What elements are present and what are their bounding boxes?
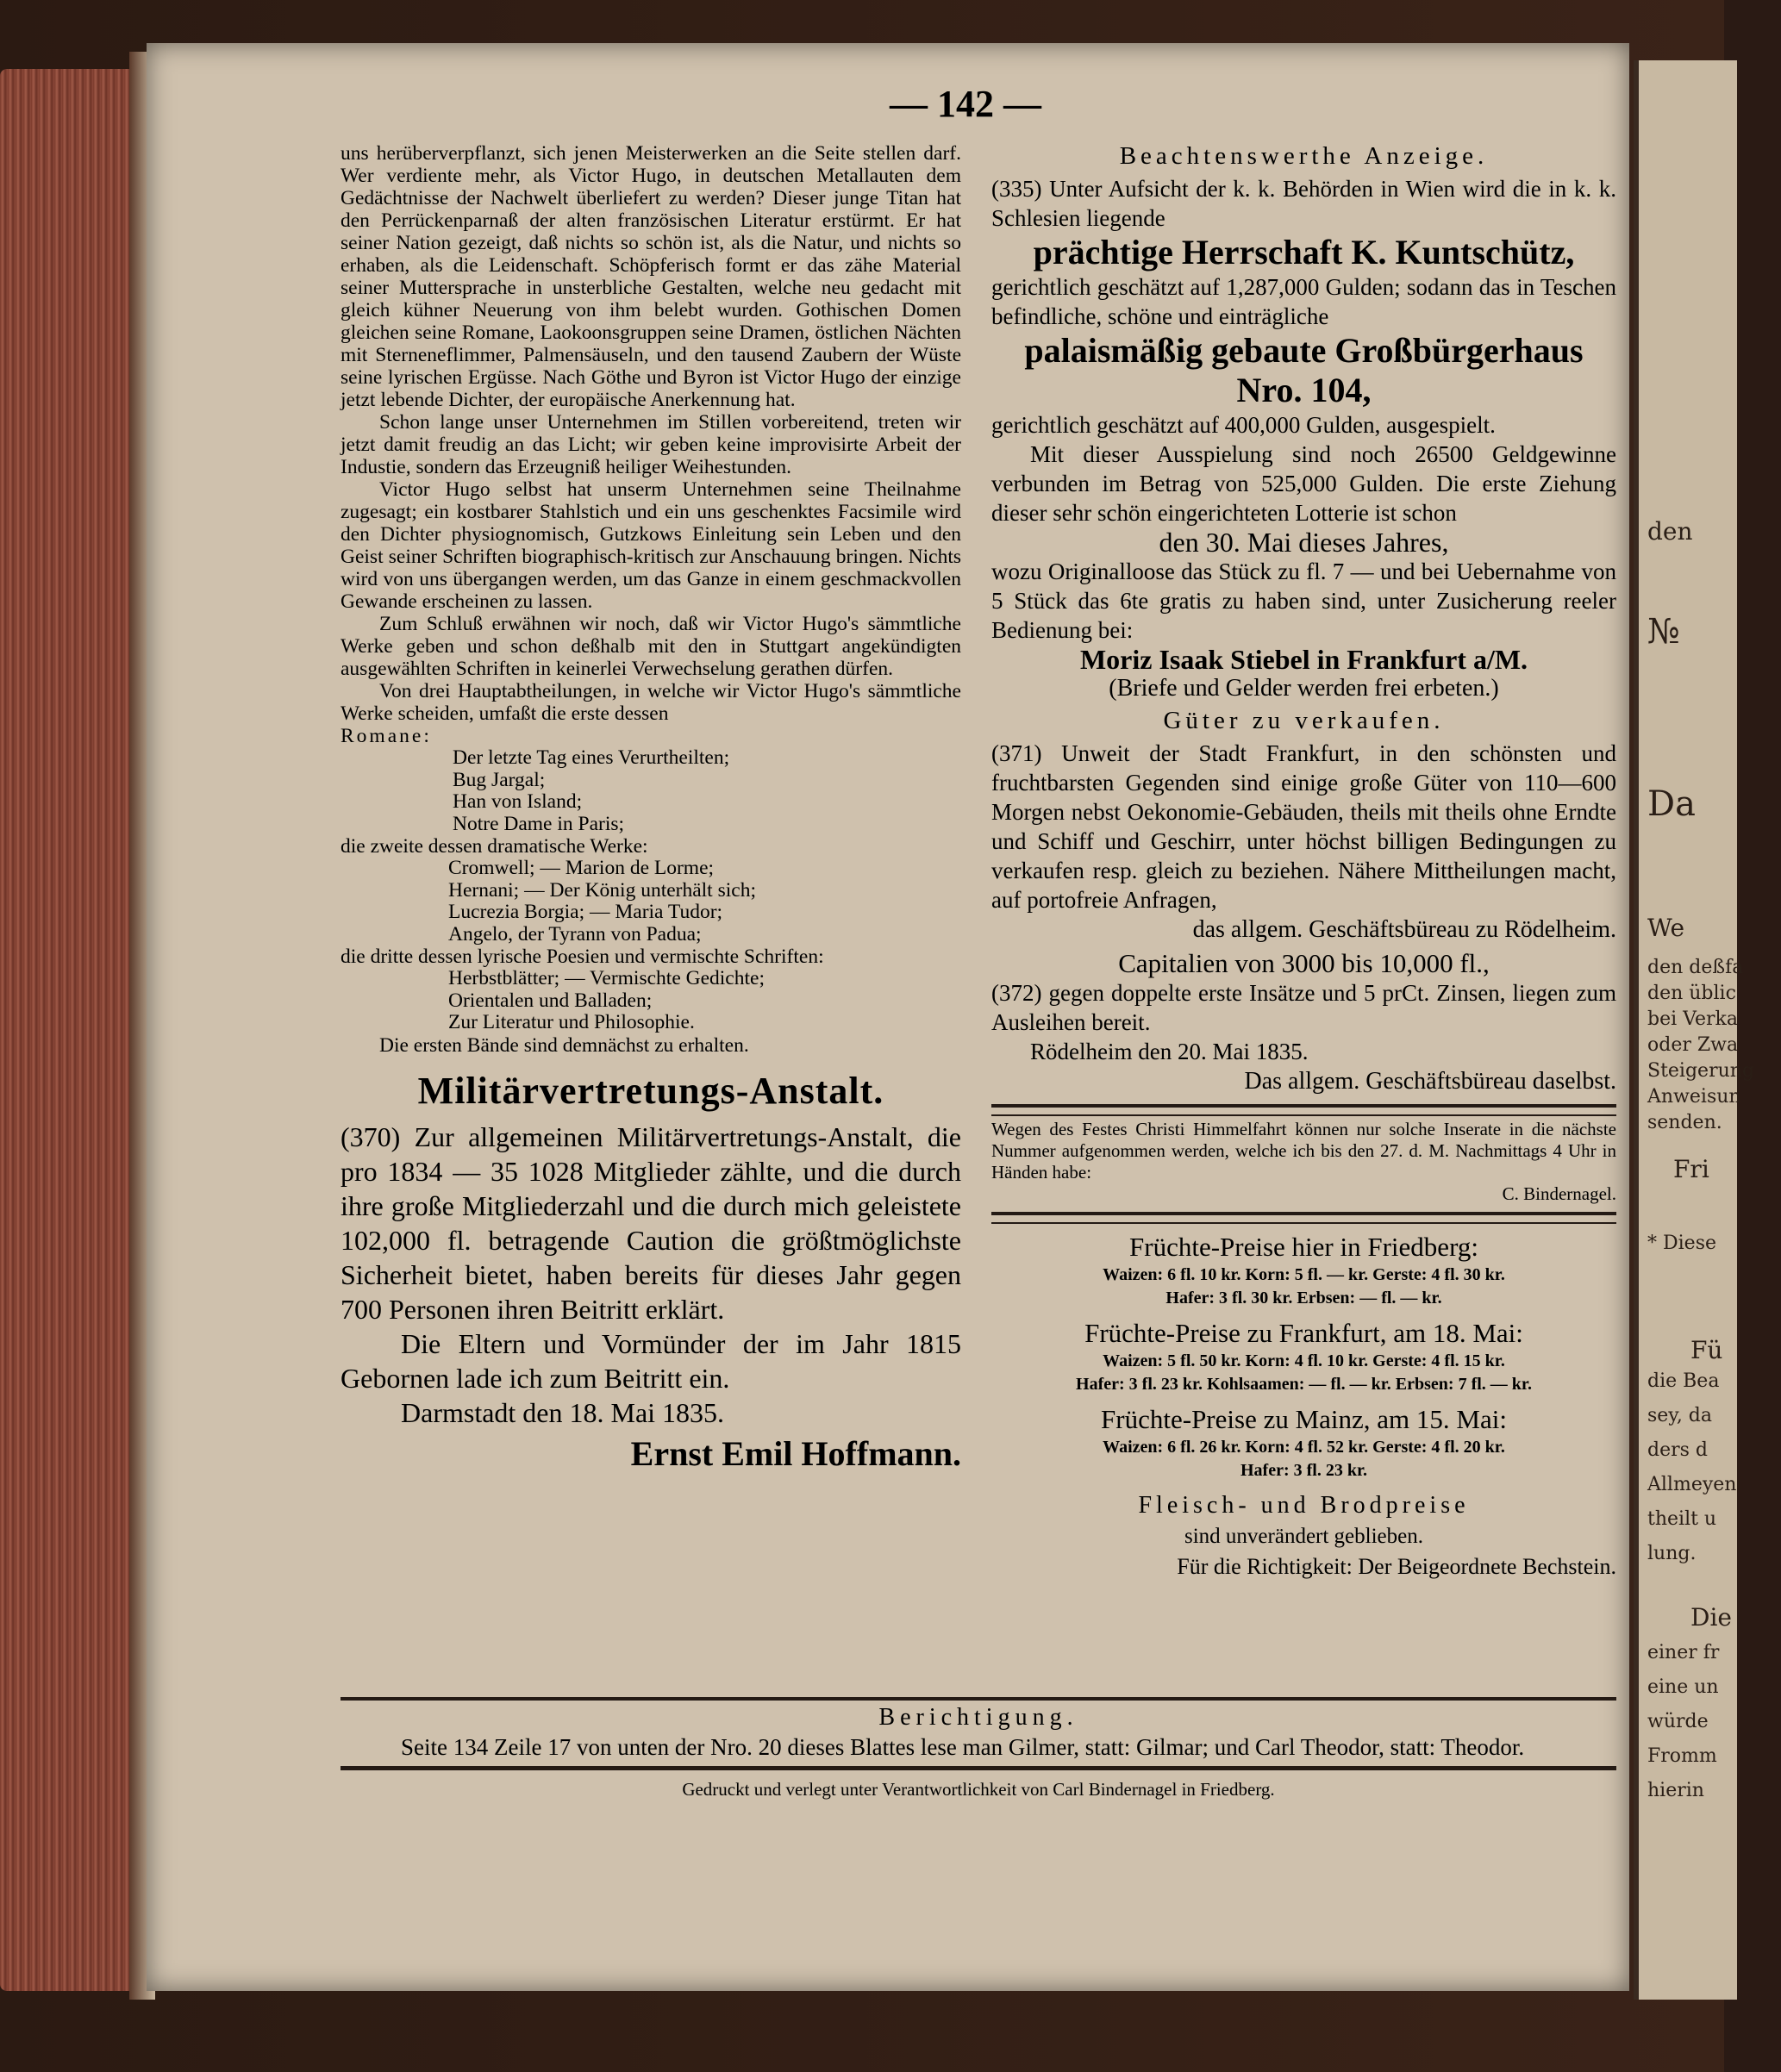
baende-note: Die ersten Bände sind demnächst zu erhalten. bbox=[379, 1033, 749, 1057]
prices-line: Hafer: 3 fl. 23 kr. bbox=[1240, 1461, 1367, 1480]
lottery-paragraph: gerichtlich geschätzt auf 400,000 Gulden, ausgespielt. bbox=[991, 412, 1496, 438]
lottery-heading: Beachtenswerthe Anzeige. bbox=[1119, 142, 1489, 170]
dramen-list bbox=[341, 858, 961, 946]
list-item: Der letzte Tag eines Verurtheilten; bbox=[453, 746, 730, 769]
list-item: Hernani; — Der König unterhält sich; bbox=[448, 878, 756, 902]
militaer-signature: Ernst Emil Hoffmann. bbox=[630, 1433, 961, 1473]
lottery-paragraph: (335) Unter Aufsicht der k. k. Behörden in Wien wird die in k. k. Schlesien liegende bbox=[991, 176, 1616, 231]
lottery-date: den 30. Mai dieses Jahres, bbox=[1159, 527, 1449, 558]
divider bbox=[991, 1114, 1616, 1116]
romane-label: Romane: bbox=[341, 725, 432, 747]
capital-paragraph: (372) gegen doppelte erste Insätze und 5 prCt. Zinsen, liegen zum Ausleihen bereit. bbox=[991, 980, 1616, 1035]
next-page-text: hierin bbox=[1647, 1780, 1704, 1801]
paragraph: Zum Schluß erwähnen wir noch, daß wir Victor Hugo's sämmtliche Werke geben und schon deßhalb mit den in Stuttgart angekündigten ausgewählten Schriften in keinerlei Verwechselung gerathen dürfen. bbox=[341, 613, 961, 680]
next-page-text: Die bbox=[1690, 1603, 1732, 1632]
next-page-text: die Bea bbox=[1647, 1370, 1720, 1392]
right-column bbox=[991, 142, 1616, 1582]
next-page-text: eine un bbox=[1647, 1676, 1719, 1698]
gueter-heading: Güter zu verkaufen. bbox=[1163, 707, 1445, 734]
next-page-text: Anweisun bbox=[1647, 1086, 1741, 1108]
list-item: Lucrezia Borgia; — Maria Tudor; bbox=[448, 901, 723, 923]
zweite-label: die zweite dessen dramatische Werke: bbox=[341, 835, 648, 858]
next-page-text: № bbox=[1647, 612, 1680, 652]
lyrik-list bbox=[341, 968, 961, 1034]
divider bbox=[991, 1212, 1616, 1215]
next-page-text: Da bbox=[1647, 784, 1696, 824]
notice-paragraph: Wegen des Festes Christi Himmelfahrt können nur solche Inserate in die nächste Nummer aufgenommen werden, welche ich bis den 27. d. M. Nachmittags 4 Uhr in Händen habe: bbox=[991, 1119, 1616, 1183]
list-item: Notre Dame in Paris; bbox=[453, 812, 625, 835]
next-page-text: den üblic bbox=[1647, 983, 1736, 1004]
list-item: Cromwell; — Marion de Lorme; bbox=[448, 857, 715, 879]
bottom-block bbox=[341, 1694, 1616, 1801]
prices-line: Hafer: 3 fl. 30 kr. Erbsen: — fl. — kr. bbox=[1165, 1289, 1442, 1307]
correction-text: Seite 134 Zeile 17 von unten der Nro. 20 dieses Blattes lese man Gilmer, statt: Gilmar; und Carl Theodor, statt: Theodor. bbox=[401, 1734, 1525, 1760]
next-page-text: We bbox=[1647, 914, 1685, 942]
prices-line: Waizen: 6 fl. 10 kr. Korn: 5 fl. — kr. Gerste: 4 fl. 30 kr. bbox=[1103, 1265, 1505, 1284]
gueter-paragraph: (371) Unweit der Stadt Frankfurt, in den schönsten und fruchtbarsten Gegenden sind einige große Güter von 110—600 Morgen nebst Oekonomie-Gebäuden, theils mit theils ohne Erndte und Schiff und Geschirr, unter höchst billigen Bedingungen zu verkaufen resp. gleich zu beziehen. Nähere Mittheilungen macht, auf portofreie Anfragen, bbox=[991, 740, 1616, 913]
list-item: Orientalen und Balladen; bbox=[448, 989, 653, 1012]
divider bbox=[341, 1697, 1616, 1701]
list-item: Herbstblätter; — Vermischte Gedichte; bbox=[448, 967, 765, 989]
prices-line: Waizen: 6 fl. 26 kr. Korn: 4 fl. 52 kr. Gerste: 4 fl. 20 kr. bbox=[1103, 1438, 1505, 1457]
paragraph: Schon lange unser Unternehmen im Stillen vorbereitend, treten wir jetzt damit freudig an das Licht; wir geben keine improvisirte Arbeit der Industie, sondern das Erzeugniß heiliger Weihestunden. bbox=[341, 411, 961, 478]
lottery-paragraph: gerichtlich geschätzt auf 1,287,000 Gulden; sodann das in Teschen befindliche, schöne und einträgliche bbox=[991, 274, 1616, 329]
militaer-paragraph-2: Die Eltern und Vormünder der im Jahr 1815 Gebornen lade ich zum Beitritt ein. bbox=[341, 1327, 961, 1394]
paragraph: Victor Hugo selbst hat unserm Unternehmen seine Theilnahme zugesagt; ein kostbarer Stahlstich und ein uns geschenktes Facsimile wird den Dichter physiognomisch, Gutzkows Einleitung sein Leben und den Geist seiner Schriften biographisch-kritisch zur Anschauung bringen. Nichts wird von uns übergangen werden, um das Ganze in einem geschmackvollen Gewande erscheinen zu lassen. bbox=[341, 478, 961, 613]
list-item: Angelo, der Tyrann von Padua; bbox=[448, 922, 702, 946]
next-page-edge bbox=[1634, 60, 1755, 2000]
next-page-text: ders d bbox=[1647, 1439, 1708, 1461]
next-page-text: * Diese bbox=[1647, 1233, 1716, 1254]
prices-mainz-heading: Früchte-Preise zu Mainz, am 15. Mai: bbox=[1101, 1404, 1507, 1434]
lottery-paragraph: wozu Originalloose das Stück zu fl. 7 — und bei Uebernahme von 5 Stück das 6te gratis zu haben sind, unter Zusicherung reeler Bedienung bei: bbox=[991, 559, 1616, 643]
militaer-heading: Militärvertretungs-Anstalt. bbox=[417, 1069, 884, 1112]
militaer-paragraph: (370) Zur allgemeinen Militärvertretungs-Anstalt, die pro 1834 — 35 1028 Mitglieder zählte, und die durch ihre große Mitgliederzahl und die durch mich geleistete 102,000 fl. betragende Caution die größtmöglichste Sicherheit bietet, haben bereits für dieses Jahr gegen 700 Personen ihren Beitritt erklärt. bbox=[341, 1120, 961, 1325]
lottery-firm-note: (Briefe und Gelder werden frei erbeten.) bbox=[1109, 675, 1499, 702]
next-page-text: sey, da bbox=[1647, 1405, 1713, 1426]
imprint: Gedruckt und verlegt unter Verantwortlichkeit von Carl Bindernagel in Friedberg. bbox=[682, 1779, 1275, 1800]
next-page-text: lung. bbox=[1647, 1543, 1697, 1564]
next-page-text: theilt u bbox=[1647, 1508, 1717, 1530]
list-item: Zur Literatur und Philosophie. bbox=[448, 1011, 695, 1033]
divider bbox=[991, 1222, 1616, 1224]
next-page-text: senden. bbox=[1647, 1112, 1722, 1133]
dritte-label: die dritte dessen lyrische Poesien und vermischte Schriften: bbox=[341, 946, 824, 968]
page-number: — 142 — bbox=[890, 83, 1041, 125]
prices-frankfurt-heading: Früchte-Preise zu Frankfurt, am 18. Mai: bbox=[1084, 1318, 1523, 1348]
capital-signature: Das allgem. Geschäftsbüreau daselbst. bbox=[1244, 1068, 1616, 1095]
next-page-text: den bbox=[1647, 517, 1693, 546]
capital-heading: Capitalien von 3000 bis 10,000 fl., bbox=[1118, 948, 1490, 978]
paragraph: Von drei Hauptabtheilungen, in welche wir Victor Hugo's sämmtliche Werke scheiden, umfaßt die erste dessen bbox=[341, 680, 961, 725]
lottery-big-line: Nro. 104, bbox=[1236, 371, 1372, 409]
next-page-text: Fri bbox=[1673, 1155, 1709, 1183]
next-page-text: oder Zwa bbox=[1647, 1034, 1739, 1056]
next-page-text: den deßfa bbox=[1647, 957, 1744, 978]
next-page-text: Fü bbox=[1690, 1336, 1723, 1364]
fleisch-subline: sind unverändert geblieben. bbox=[1184, 1525, 1423, 1548]
paragraph: uns herüberverpflanzt, sich jenen Meisterwerken an die Seite stellen darf. Wer verdiente mehr, als Victor Hugo, in deutschen Metallauten dem Gedächtnisse der Nachwelt überliefert zu werden? Dieser junge Titan hat den Perrückenparnaß der alten französischen Literatur erstürmt. Er hat seiner Nation gezeigt, daß nichts so schön ist, als die Natur, und nichts so erhaben, als die Leidenschaft. Schöpferisch formt er das zähe Material seiner Muttersprache in unsterbliche Gestalten, welche neu gedacht mit gleich kühner Neuerung von ihm belebt wurden. Gothischen Domen gleichen seine Romane, Laokoonsgruppen seine Dramen, östlichen Nächten mit Sterneneflimmer, Palmensäuseln, und den tausend Zaubern der Wüste seine lyrischen Ergüsse. Nach Göthe und Byron ist Victor Hugo der einzige jetzt lebende Dichter, der europäische Anerkennung hat. bbox=[341, 142, 961, 411]
next-page-text: würde bbox=[1647, 1711, 1709, 1732]
list-item: Bug Jargal; bbox=[453, 768, 546, 791]
page-edges bbox=[0, 69, 138, 1991]
lottery-big-line: palaismäßig gebaute Großbürgerhaus bbox=[1024, 331, 1584, 370]
prices-friedberg-heading: Früchte-Preise hier in Friedberg: bbox=[1129, 1232, 1478, 1262]
next-page-text: einer fr bbox=[1647, 1642, 1720, 1663]
prices-line: Hafer: 3 fl. 23 kr. Kohlsaamen: — fl. — kr. Erbsen: 7 fl. — kr. bbox=[1076, 1375, 1532, 1394]
correction-heading: Berichtigung. bbox=[878, 1704, 1078, 1731]
list-item: Han von Island; bbox=[453, 790, 583, 813]
next-page-text: bei Verka bbox=[1647, 1008, 1738, 1030]
capital-place-date: Rödelheim den 20. Mai 1835. bbox=[1030, 1039, 1309, 1064]
left-column bbox=[341, 142, 961, 1474]
next-page-text: Fromm bbox=[1647, 1745, 1717, 1767]
divider bbox=[341, 1766, 1616, 1770]
notice-signature: C. Bindernagel. bbox=[1502, 1183, 1616, 1204]
lottery-big-line: prächtige Herrschaft K. Kuntschütz, bbox=[1033, 233, 1575, 271]
next-page-text: Steigerung bbox=[1647, 1060, 1755, 1082]
gueter-signature: das allgem. Geschäftsbüreau zu Rödelheim. bbox=[1192, 916, 1616, 943]
lottery-paragraph: Mit dieser Ausspielung sind noch 26500 Geldgewinne verbunden im Betrag von 525,000 Gulden. Die erste Ziehung dieser sehr schön eingerichteten Lotterie ist schon bbox=[991, 441, 1616, 526]
romane-list bbox=[341, 747, 961, 835]
militaer-place-date: Darmstadt den 18. Mai 1835. bbox=[401, 1396, 725, 1428]
fleisch-heading: Fleisch- und Brodpreise bbox=[1138, 1492, 1470, 1519]
lottery-firm: Moriz Isaak Stiebel in Frankfurt a/M. bbox=[1079, 644, 1528, 675]
divider bbox=[991, 1104, 1616, 1108]
richtigkeit-line: Für die Richtigkeit: Der Beigeordnete Bechstein. bbox=[1177, 1554, 1616, 1579]
next-page-text: Allmeyen bbox=[1647, 1474, 1737, 1495]
prices-line: Waizen: 5 fl. 50 kr. Korn: 4 fl. 10 kr. Gerste: 4 fl. 15 kr. bbox=[1103, 1351, 1505, 1370]
